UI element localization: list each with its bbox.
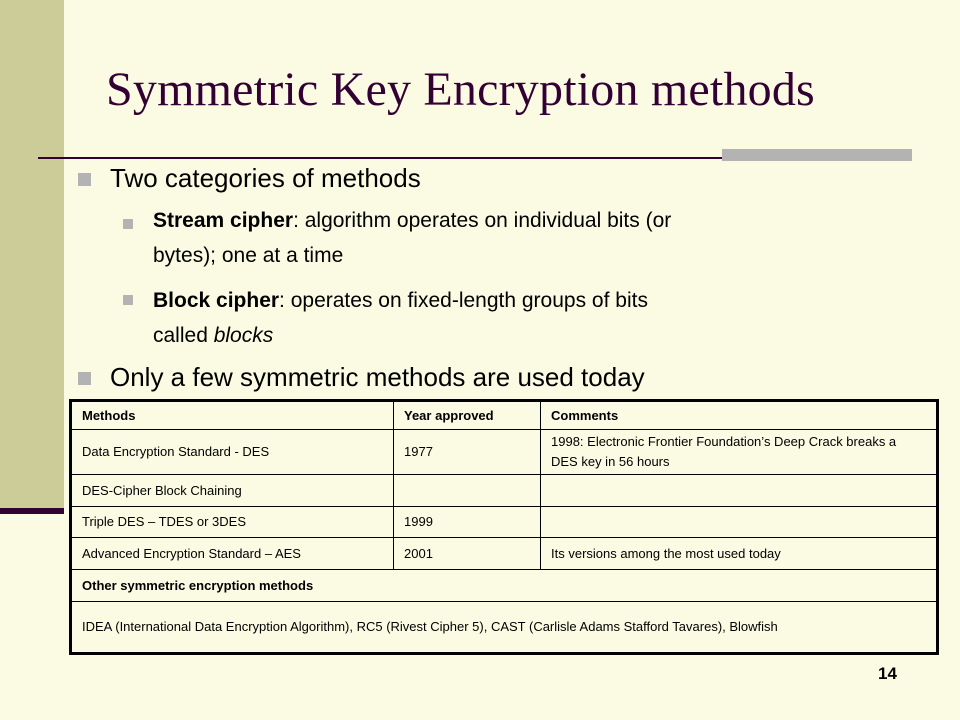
bullet-two-categories: Two categories of methods — [110, 163, 421, 193]
header-year-approved: Year approved — [394, 401, 541, 430]
cell-comment: Its versions among the most used today — [541, 538, 938, 570]
cell-method: Data Encryption Standard - DES — [71, 430, 394, 475]
other-methods-heading: Other symmetric encryption methods — [71, 570, 938, 602]
term-stream-cipher: Stream cipher — [153, 209, 294, 232]
table-section-row — [71, 570, 938, 602]
cell-method: Advanced Encryption Standard – AES — [71, 538, 394, 570]
cell-year: 1999 — [394, 507, 541, 538]
table-row — [71, 602, 938, 654]
bullet-square-icon — [123, 295, 133, 305]
table-row — [71, 430, 938, 475]
cell-comment — [541, 475, 938, 507]
methods-table — [69, 399, 939, 655]
slide-title: Symmetric Key Encryption methods — [106, 63, 815, 116]
bullet-square-icon — [123, 219, 133, 229]
table-header-row — [71, 401, 938, 430]
cell-year: 1977 — [394, 430, 541, 475]
sidebar-accent-line — [0, 508, 64, 514]
term-blocks: blocks — [213, 324, 274, 347]
title-divider-accent — [722, 149, 912, 161]
cell-year — [394, 475, 541, 507]
page-number: 14 — [878, 664, 897, 683]
bullet-stream-cipher — [153, 203, 893, 273]
header-methods: Methods — [71, 401, 394, 430]
term-block-cipher: Block cipher — [153, 289, 280, 312]
sidebar-band — [0, 0, 64, 514]
table-row — [71, 538, 938, 570]
bullet-block-cipher — [153, 283, 893, 353]
stream-cipher-desc-2: bytes); one at a time — [153, 244, 344, 267]
cell-year: 2001 — [394, 538, 541, 570]
cell-comment: 1998: Electronic Frontier Foundation’s Deep Crack breaks a DES key in 56 hours — [541, 430, 938, 475]
header-comments: Comments — [541, 401, 938, 430]
bullet-square-icon — [78, 372, 91, 385]
table-row — [71, 507, 938, 538]
cell-method: Triple DES – TDES or 3DES — [71, 507, 394, 538]
stream-cipher-desc: : algorithm operates on individual bits (or — [293, 209, 672, 232]
table-row — [71, 475, 938, 507]
cell-comment — [541, 507, 938, 538]
bullet-few-methods: Only a few symmetric methods are used today — [110, 362, 645, 392]
bullet-square-icon — [78, 173, 91, 186]
block-cipher-desc-2: called — [153, 324, 214, 347]
cell-method: DES-Cipher Block Chaining — [71, 475, 394, 507]
other-methods-list: IDEA (International Data Encryption Algorithm), RC5 (Rivest Cipher 5), CAST (Carlisle Adams Stafford Tavares), Blowfish — [71, 602, 938, 654]
block-cipher-desc: : operates on fixed-length groups of bits — [279, 289, 648, 312]
